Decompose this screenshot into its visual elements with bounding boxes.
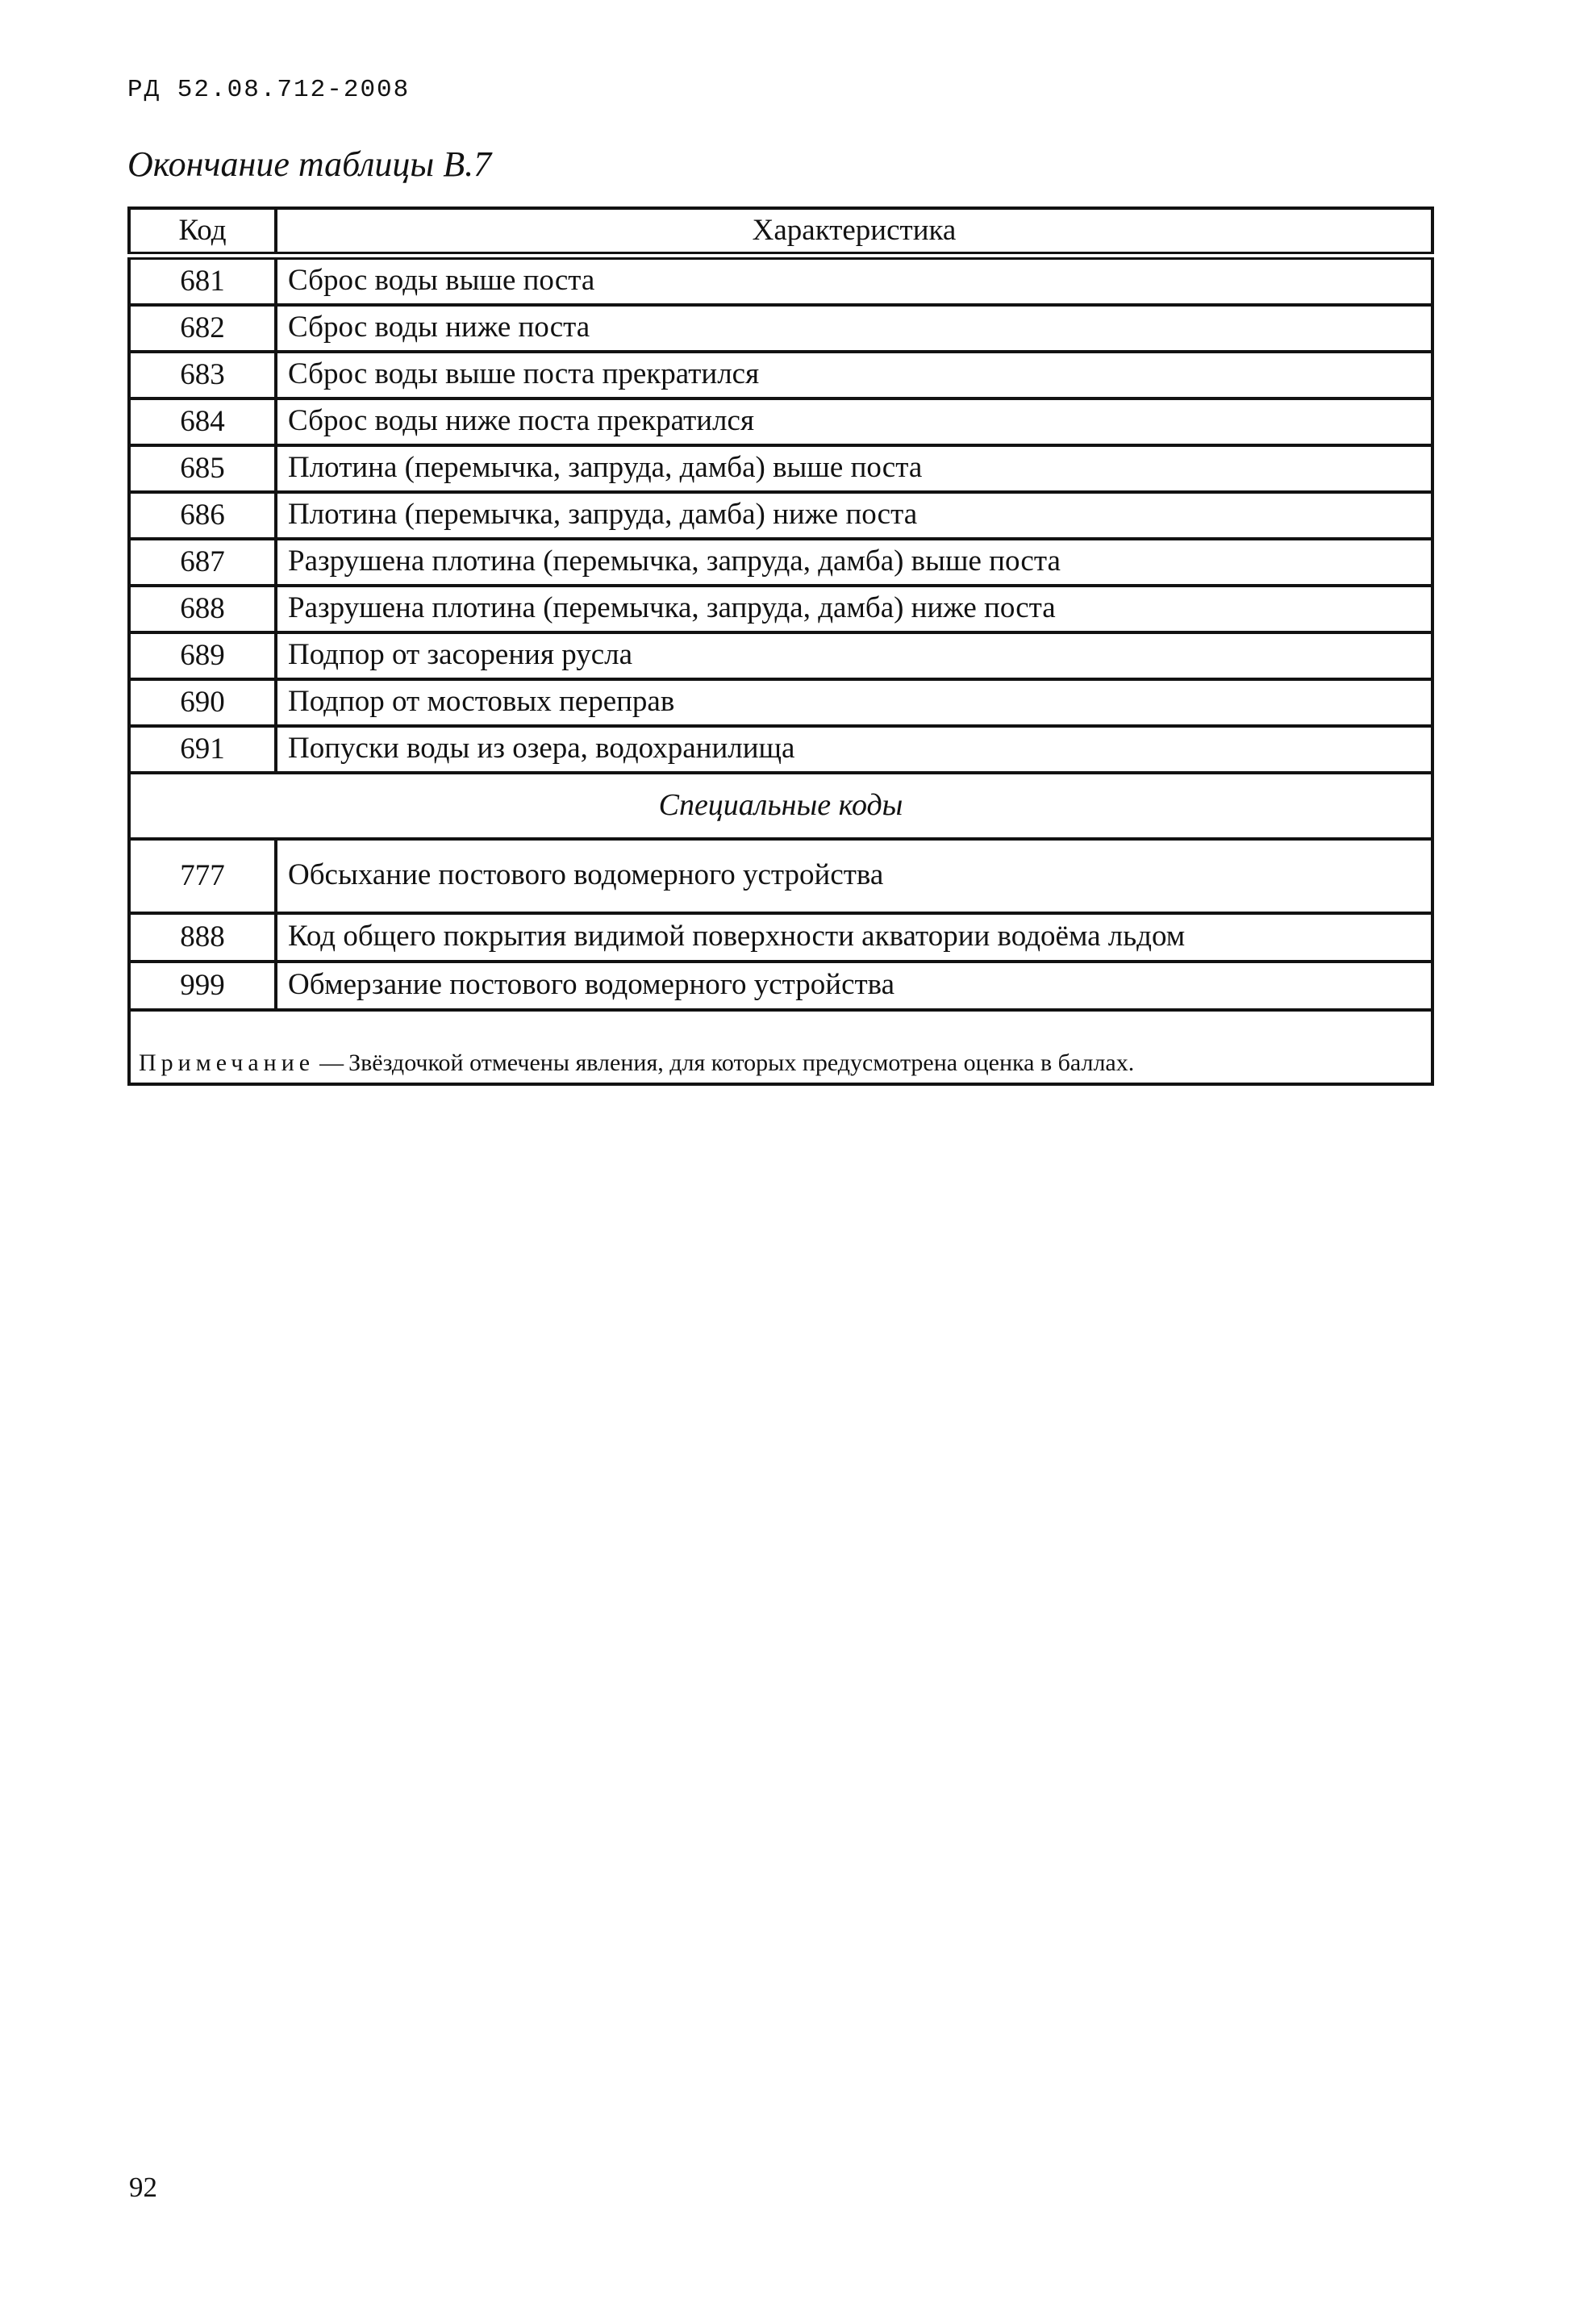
row-text: Обмерзание постового водомерного устройства — [276, 962, 1432, 1010]
row-code: 688 — [129, 586, 276, 632]
header-characteristic: Характеристика — [276, 208, 1432, 256]
row-text: Попуски воды из озера, водохранилища — [276, 726, 1432, 773]
table-caption: Окончание таблицы В.7 — [127, 144, 492, 184]
table-row — [129, 352, 1432, 398]
row-text: Сброс воды ниже поста — [276, 305, 1432, 352]
page-number: 92 — [129, 2172, 157, 2203]
note-cell — [129, 1010, 1432, 1084]
table-row — [129, 632, 1432, 679]
table-row — [129, 839, 1432, 913]
row-code: 684 — [129, 398, 276, 445]
row-text: Подпор от мостовых переправ — [276, 679, 1432, 726]
row-text: Сброс воды выше поста прекратился — [276, 352, 1432, 398]
row-code: 888 — [129, 913, 276, 962]
section-divider-label: Специальные коды — [129, 773, 1432, 839]
row-code: 691 — [129, 726, 276, 773]
row-code: 682 — [129, 305, 276, 352]
table-row — [129, 679, 1432, 726]
table-row — [129, 305, 1432, 352]
row-text: Плотина (перемычка, запруда, дамба) выше поста — [276, 445, 1432, 492]
table-row — [129, 726, 1432, 773]
codes-table — [127, 207, 1434, 1086]
doc-number: РД 52.08.712-2008 — [127, 76, 411, 104]
note-text: Звёздочкой отмечены явления, для которых предусмотрена оценка в баллах. — [348, 1049, 1135, 1076]
row-code: 687 — [129, 539, 276, 586]
table-row — [129, 539, 1432, 586]
row-code: 686 — [129, 492, 276, 539]
row-text: Плотина (перемычка, запруда, дамба) ниже поста — [276, 492, 1432, 539]
row-code: 777 — [129, 839, 276, 913]
row-text: Сброс воды выше поста — [276, 256, 1432, 305]
note-row — [129, 1010, 1432, 1084]
header-code: Код — [129, 208, 276, 256]
table-header-row — [129, 208, 1432, 256]
table-row — [129, 256, 1432, 305]
table-row — [129, 586, 1432, 632]
row-text: Обсыхание постового водомерного устройства — [276, 839, 1432, 913]
row-text: Разрушена плотина (перемычка, запруда, дамба) ниже поста — [276, 586, 1432, 632]
table-row — [129, 962, 1432, 1010]
row-code: 685 — [129, 445, 276, 492]
table-row — [129, 913, 1432, 962]
row-code: 999 — [129, 962, 276, 1010]
note-label: Примечание — [139, 1049, 315, 1076]
row-text: Подпор от засорения русла — [276, 632, 1432, 679]
row-text: Сброс воды ниже поста прекратился — [276, 398, 1432, 445]
row-code: 690 — [129, 679, 276, 726]
row-text: Разрушена плотина (перемычка, запруда, дамба) выше поста — [276, 539, 1432, 586]
section-divider-row — [129, 773, 1432, 839]
row-text: Код общего покрытия видимой поверхности акватории водоёма льдом — [276, 913, 1432, 962]
row-code: 681 — [129, 256, 276, 305]
table-row — [129, 492, 1432, 539]
table-row — [129, 398, 1432, 445]
note-dash: — — [319, 1049, 344, 1076]
table-row — [129, 445, 1432, 492]
row-code: 683 — [129, 352, 276, 398]
row-code: 689 — [129, 632, 276, 679]
